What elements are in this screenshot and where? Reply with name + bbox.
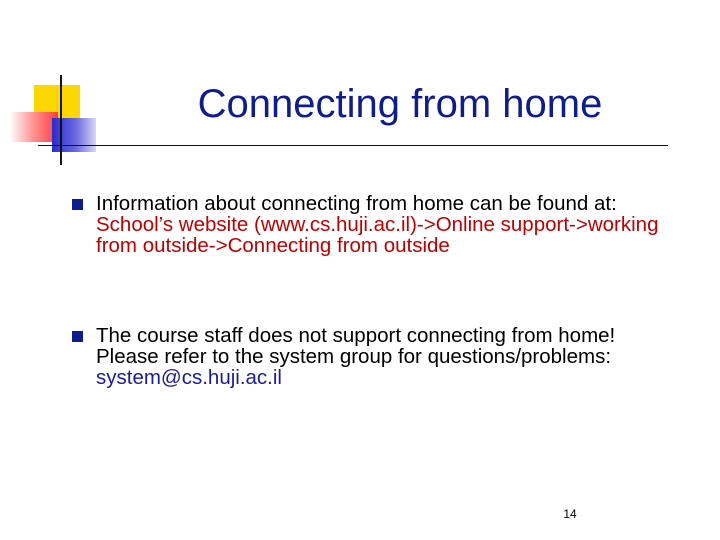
slide-title: Connecting from home	[197, 82, 603, 126]
red-square-shape	[10, 112, 58, 142]
bullet-item-1	[72, 193, 672, 256]
blue-square-shape	[52, 118, 96, 152]
bullet-text-2	[96, 325, 672, 388]
title-underline	[38, 145, 668, 146]
bullet-1-main-text: Information about connecting from home can be found at:	[96, 192, 617, 215]
page-number: 14	[563, 507, 577, 521]
email-link[interactable]: system@cs.huji.ac.il	[96, 366, 282, 389]
vertical-rule	[60, 75, 62, 165]
bullet-square-icon	[72, 199, 83, 210]
bullet-text-1	[96, 193, 672, 256]
bullet-square-icon	[72, 331, 83, 342]
bullet-1-detail-text: School’s website (www.cs.huji.ac.il)->Online support->working from outside->Connecting from outside	[96, 213, 659, 257]
bullet-2-main-text: The course staff does not support connecting from home! Please refer to the system group for questions/problems:	[96, 324, 616, 368]
bullet-item-2	[72, 325, 672, 388]
